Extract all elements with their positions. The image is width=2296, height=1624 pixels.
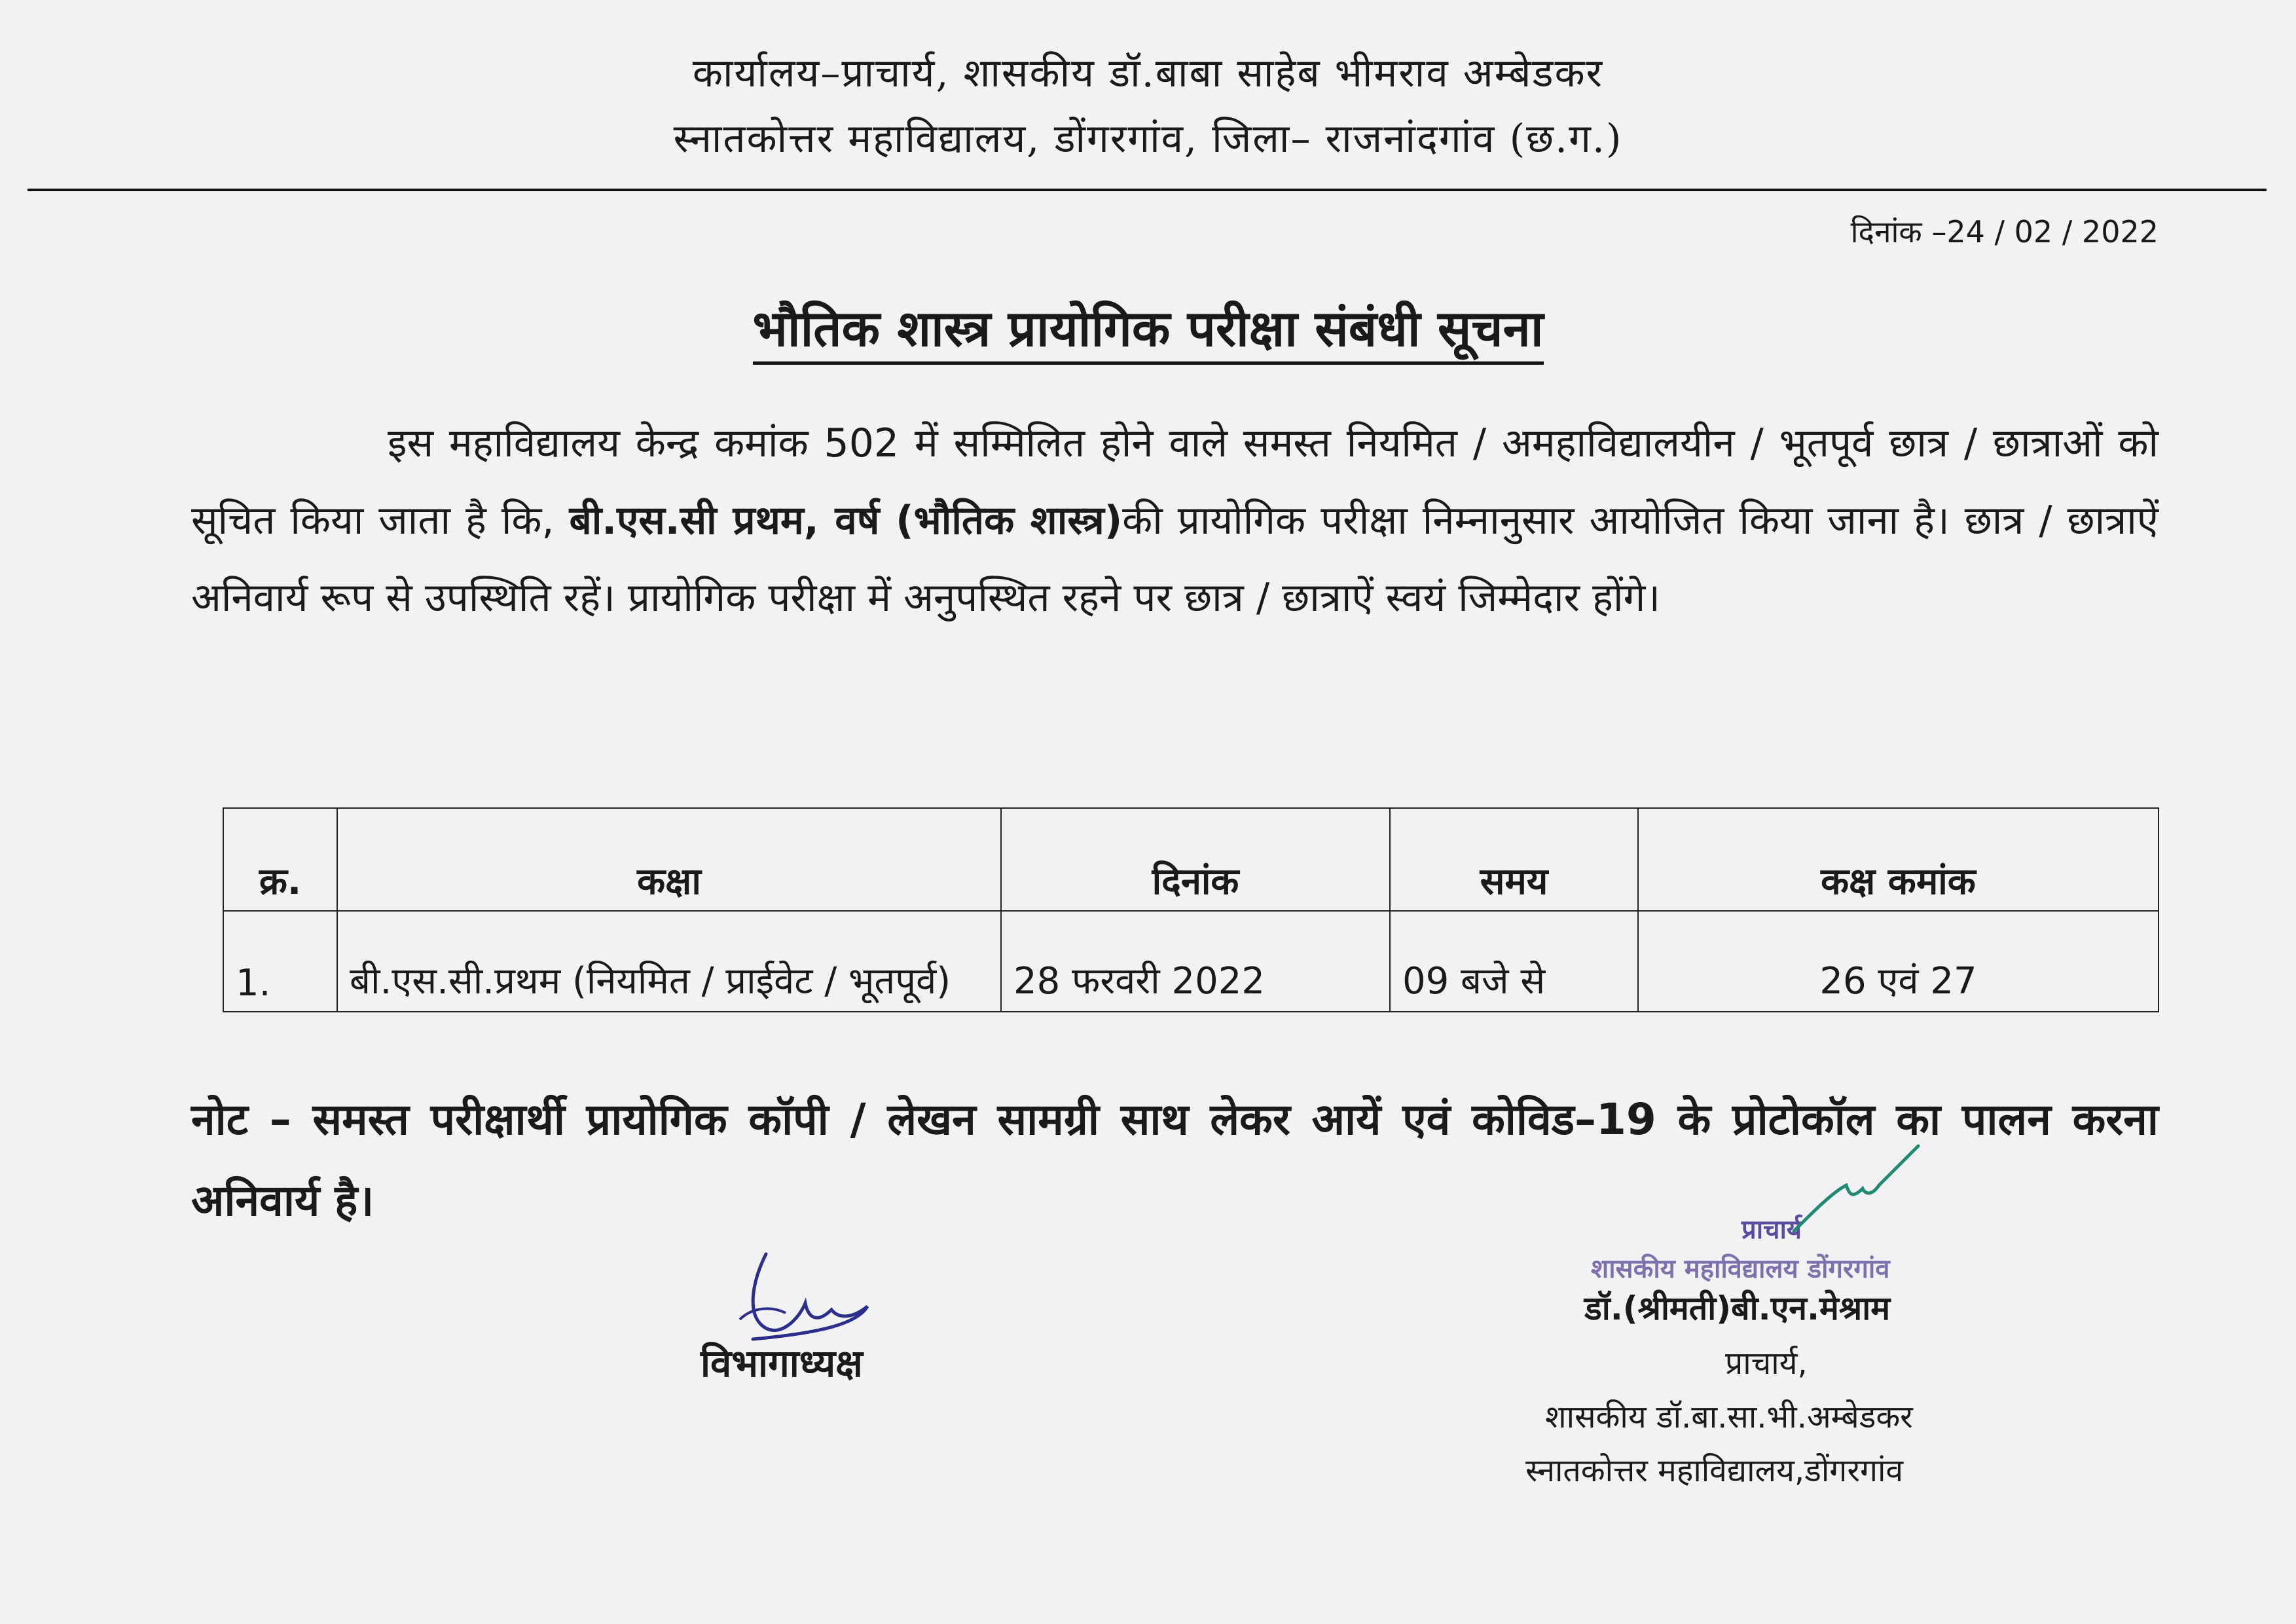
principal-stamp-title: प्राचार्य bbox=[1741, 1215, 1802, 1245]
notice-title bbox=[0, 293, 2296, 361]
principal-signature bbox=[1787, 1133, 1925, 1244]
exam-schedule-table bbox=[223, 807, 2159, 1012]
notice-body bbox=[191, 405, 2159, 637]
header-room-number: कक्ष कमांक bbox=[1638, 808, 2159, 911]
header-time: समय bbox=[1390, 808, 1638, 911]
notice-title-text: भौतिक शास्त्र प्रायोगिक परीक्षा संबंधी सूचना bbox=[753, 299, 1544, 365]
header-divider bbox=[27, 189, 2267, 191]
cell-room-number: 26 एवं 27 bbox=[1638, 911, 2159, 1012]
office-header-line-2: स्नातकोत्तर महाविद्यालय, डोंगरगांव, जिला– राजनांदगांव (छ.ग.) bbox=[673, 116, 1623, 162]
office-header-line-1: कार्यालय–प्राचार्य, शासकीय डॉ.बाबा साहेब भीमराव अम्बेडकर bbox=[692, 50, 1604, 96]
body-part-2: की प्रायोगिक परीक्षा निम्नानुसार आयोजित किया जाना है। छात्र / छात्राऐं अनिवार्य रूप से उपस्थिति रहें। प्रायोगिक परीक्षा में अनुपस्थित रहने पर छात्र / छात्राऐं स्वयं जिम्मेदार होंगे। bbox=[191, 498, 2159, 621]
note-text: नोट – समस्त परीक्षार्थी प्रायोगिक कॉपी / लेखन सामग्री साथ लेकर आयें एवं कोविड–19 के प्रोटोकॉल का पालन करना अनिवार्य है। bbox=[191, 1094, 2159, 1226]
cell-class: बी.एस.सी.प्रथम (नियमित / प्राईवेट / भूतपूर्व) bbox=[337, 911, 1001, 1012]
principal-stamp: शासकीय महाविद्यालय डोंगरगांव bbox=[1591, 1254, 1890, 1284]
principal-name: डॉ.(श्रीमती)बी.एन.मेश्राम bbox=[1584, 1289, 1891, 1327]
body-part-1: इस महाविद्यालय केन्द्र कमांक 502 में सम्मिलित होने वाले समस्त नियमित / अमहाविद्यालयीन / भूतपूर्व छात्र / छात्राओं को सूचित किया जाता है कि, bbox=[191, 420, 2159, 544]
body-course-bold: बी.एस.सी प्रथम, वर्ष (भौतिक शास्त्र) bbox=[569, 498, 1123, 544]
principal-designation: प्राचार्य, bbox=[1725, 1345, 1808, 1382]
hod-title: विभागाध्यक्ष bbox=[701, 1341, 863, 1386]
header-class: कक्षा bbox=[337, 808, 1001, 911]
notice-date: दिनांक –24 / 02 / 2022 bbox=[1850, 214, 2159, 249]
table-header-row bbox=[223, 808, 2159, 911]
table-row bbox=[223, 911, 2159, 1012]
principal-college-line-2: स्नातकोत्तर महाविद्यालय,डोंगरगांव bbox=[1525, 1452, 1904, 1489]
cell-serial: 1. bbox=[223, 911, 337, 1012]
header-serial: क्र. bbox=[223, 808, 337, 911]
principal-college-line-1: शासकीय डॉ.बा.सा.भी.अम्बेडकर bbox=[1545, 1399, 1913, 1435]
cell-date: 28 फरवरी 2022 bbox=[1001, 911, 1390, 1012]
cell-time: 09 बजे से bbox=[1390, 911, 1638, 1012]
header-date: दिनांक bbox=[1001, 808, 1390, 911]
